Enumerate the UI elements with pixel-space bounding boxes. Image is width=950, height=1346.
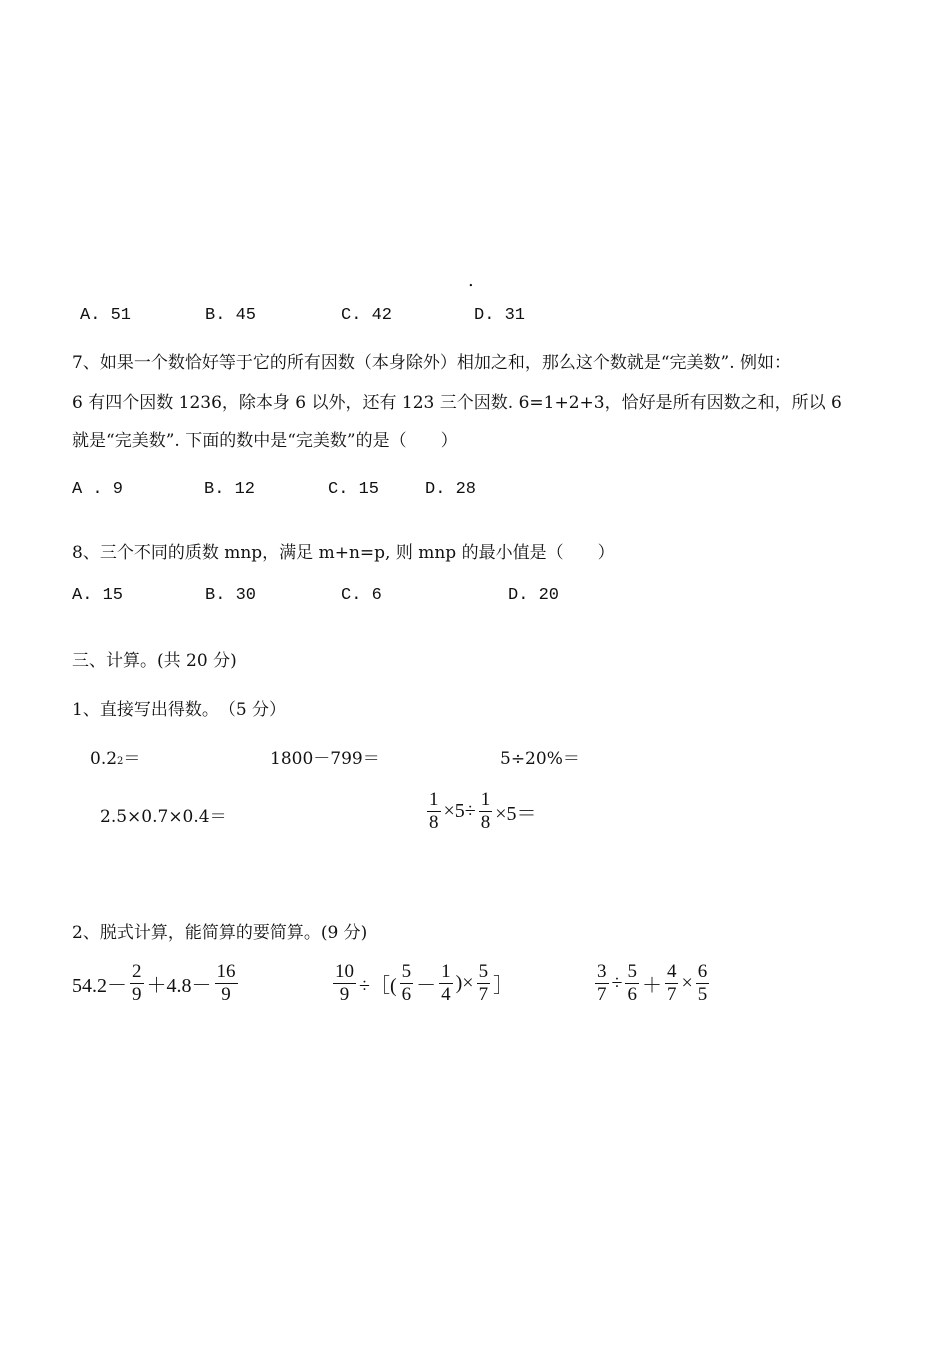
- page-dot-mark: .: [468, 270, 474, 291]
- q8-option-a: A. 15: [72, 586, 124, 605]
- p1a-equals: ＝: [123, 749, 141, 769]
- fraction: $\frac{1}{4}$: [441, 961, 451, 1005]
- operator: )×: [455, 971, 474, 994]
- q7-option-c: C. 15: [328, 480, 380, 499]
- q6-option-d: D. 31: [474, 306, 526, 325]
- operator: ×5÷: [443, 799, 476, 822]
- part2-title: 2、脱式计算，能简算的要简算。(9 分): [72, 923, 368, 943]
- section3-heading: 三、计算。(共 20 分): [72, 651, 237, 671]
- q7-line3: 就是“完美数”. 下面的数中是“完美数”的是（ ）: [72, 431, 458, 451]
- q8-option-c: C. 6: [341, 586, 382, 605]
- q7-option-a: A . 9: [72, 480, 124, 499]
- q8-option-d: D. 20: [508, 586, 560, 605]
- operator: ＋: [641, 974, 662, 997]
- fraction: $\frac{2}{9}$: [132, 961, 142, 1005]
- fraction: $\frac{16}{9}$: [216, 961, 236, 1005]
- q8-text: 8、三个不同的质数 mnp，满足 m+n=p, 则 mnp 的最小值是（ ）: [72, 543, 615, 563]
- operator: ÷［(: [359, 974, 397, 997]
- operator: ×: [681, 971, 693, 994]
- fraction: $\frac{3}{7}$: [597, 961, 607, 1005]
- problem-0.2-squared: [90, 744, 140, 769]
- problem-1800-minus-799: 1800－799＝: [270, 749, 380, 769]
- fraction: $\frac{10}{9}$: [335, 961, 354, 1005]
- operator: 54.2－: [72, 974, 127, 997]
- fraction: $\frac{1}{8}$: [429, 789, 439, 833]
- calc-expression-3: [592, 962, 712, 1005]
- operator: ×5＝: [495, 802, 537, 825]
- problem-2.5x0.7x0.4: 2.5×0.7×0.4＝: [100, 807, 227, 827]
- problem-fraction-expression-1: [424, 790, 537, 833]
- q6-option-b: B. 45: [205, 306, 257, 325]
- calc-expression-2: [330, 962, 513, 1005]
- fraction: $\frac{4}{7}$: [666, 961, 677, 1005]
- q8-option-b: B. 30: [205, 586, 257, 605]
- p1a-exponent: 2: [117, 756, 124, 767]
- q7-line2: 6 有四个因数 1236，除本身 6 以外，还有 123 三个因数. 6=1+2+3，恰好是所有因数之和，所以 6: [72, 393, 842, 413]
- operator: －: [416, 974, 437, 997]
- fraction: $\frac{1}{8}$: [480, 789, 491, 833]
- p1a-base: 0.2: [90, 749, 118, 769]
- fraction: $\frac{5}{6}$: [401, 961, 412, 1005]
- operator: ＋4.8－: [146, 974, 212, 997]
- q6-option-a: A. 51: [80, 306, 132, 325]
- fraction: $\frac{6}{5}$: [697, 961, 708, 1005]
- q7-line1: 7、如果一个数恰好等于它的所有因数（本身除外）相加之和，那么这个数就是“完美数”. 例如：: [72, 353, 792, 373]
- fraction: $\frac{5}{7}$: [478, 961, 489, 1005]
- q7-option-b: B. 12: [204, 480, 256, 499]
- problem-5-div-20pct: 5÷20%＝: [500, 749, 580, 769]
- operator: ÷: [611, 971, 623, 994]
- fraction: $\frac{5}{6}$: [627, 961, 637, 1005]
- part1-title: 1、直接写出得数。 （5 分）: [72, 700, 287, 720]
- calc-expression-1: [72, 962, 241, 1005]
- q7-option-d: D. 28: [425, 480, 477, 499]
- operator: ］: [493, 974, 514, 997]
- q6-option-c: C. 42: [341, 306, 393, 325]
